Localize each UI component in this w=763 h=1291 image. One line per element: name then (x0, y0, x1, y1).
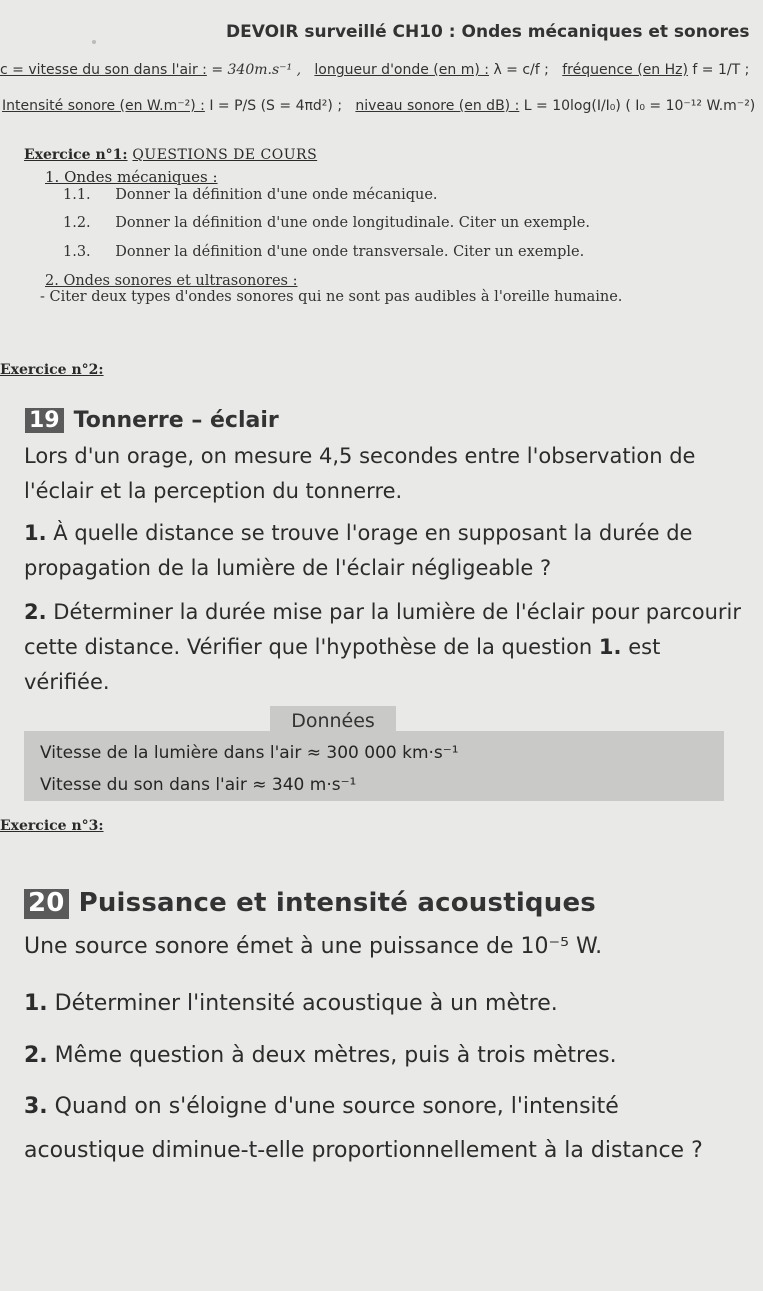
exercise-1-heading (24, 147, 317, 163)
question-number: 2. (24, 600, 47, 624)
question-number: 1. (24, 521, 47, 545)
question-1-2 (63, 215, 590, 231)
question-text: Déterminer la durée mise par la lumière de l'éclair pour parcourir cette distance. Vérifier que l'hypothèse de la question (24, 600, 741, 659)
question-number: 1. (24, 991, 48, 1016)
question-number: 2. (24, 1043, 48, 1068)
problem-20-intro: Une source sonore émet à une puissance de 10⁻⁵ W. (24, 934, 603, 959)
section-2-title: 2. Ondes sonores et ultrasonores : (45, 273, 298, 289)
question-1-1 (63, 187, 438, 203)
intensity-value: I = P/S (S = 4πd²) ; (209, 98, 343, 114)
question-text: Donner la définition d'une onde mécanique. (115, 187, 438, 203)
question-number: 1.3. (63, 244, 91, 260)
intensity-label: Intensité sonore (en W.m⁻²) : (2, 98, 205, 114)
speed-label: c = vitesse du son dans l'air : (0, 62, 207, 78)
wavelength-value: λ = c/f ; (493, 62, 549, 78)
problem-number-badge: 19 (25, 408, 64, 433)
speed-value: = 340m.s⁻¹ , (211, 62, 302, 78)
question-2: - Citer deux types d'ondes sonores qui ne sont pas audibles à l'oreille humaine. (40, 289, 623, 305)
question-text: Même question à deux mètres, puis à trois mètres. (54, 1043, 617, 1068)
level-label: niveau sonore (en dB) : (355, 98, 520, 114)
problem-title: Tonnerre – éclair (73, 408, 279, 433)
formula-line-2 (2, 98, 755, 114)
problem-title: Puissance et intensité acoustiques (78, 888, 596, 918)
problem-20-question-2 (24, 1036, 739, 1076)
problem-19-title (25, 408, 279, 433)
exercise-3-heading: Exercice n°3: (0, 818, 104, 834)
question-text: Donner la définition d'une onde longitudinale. Citer un exemple. (115, 215, 590, 231)
question-number: 3. (24, 1094, 48, 1119)
problem-20-title (24, 888, 596, 919)
exercise-1-label: Exercice n°1: (24, 147, 128, 163)
question-reference: 1. (598, 635, 622, 659)
problem-19-question-1 (24, 516, 744, 586)
frequency-label: fréquence (en Hz) (562, 62, 688, 78)
question-text: Déterminer l'intensité acoustique à un mètre. (54, 991, 558, 1016)
question-text: À quelle distance se trouve l'orage en supposant la durée de propagation de la lumière de l'éclair négligeable ? (24, 521, 693, 580)
problem-19-question-2 (24, 595, 744, 700)
problem-20-question-1 (24, 984, 739, 1024)
question-text-end: est vérifiée. (24, 635, 661, 694)
question-text: Quand on s'éloigne d'une source sonore, l'intensité acoustique diminue-t-elle proportionnellement à la distance ? (24, 1094, 703, 1163)
level-value: L = 10log(I/I₀) ( I₀ = 10⁻¹² W.m⁻²) (523, 98, 756, 114)
page-title: DEVOIR surveillé CH10 : Ondes mécaniques et sonores (226, 22, 750, 42)
question-number: 1.1. (63, 187, 91, 203)
wavelength-label: longueur d'onde (en m) : (314, 62, 489, 78)
section-1-title: 1. Ondes mécaniques : (45, 168, 218, 186)
problem-19-intro: Lors d'un orage, on mesure 4,5 secondes entre l'observation de l'éclair et la perception du tonnerre. (24, 444, 696, 503)
exercise-1-subheading: QUESTIONS DE COURS (132, 147, 318, 163)
exercise-2-heading: Exercice n°2: (0, 362, 104, 378)
data-box-title: Données (270, 706, 396, 736)
ink-spot (92, 40, 96, 44)
question-text: Donner la définition d'une onde transversale. Citer un exemple. (115, 244, 585, 260)
problem-number-badge: 20 (24, 889, 69, 919)
data-light-speed: Vitesse de la lumière dans l'air ≈ 300 000 km·s⁻¹ (40, 743, 459, 763)
frequency-value: f = 1/T ; (692, 62, 750, 78)
formula-line-1 (0, 62, 749, 78)
question-1-3 (63, 244, 584, 260)
problem-20-question-3 (24, 1085, 739, 1173)
question-number: 1.2. (63, 215, 91, 231)
data-sound-speed: Vitesse du son dans l'air ≈ 340 m·s⁻¹ (40, 775, 357, 795)
